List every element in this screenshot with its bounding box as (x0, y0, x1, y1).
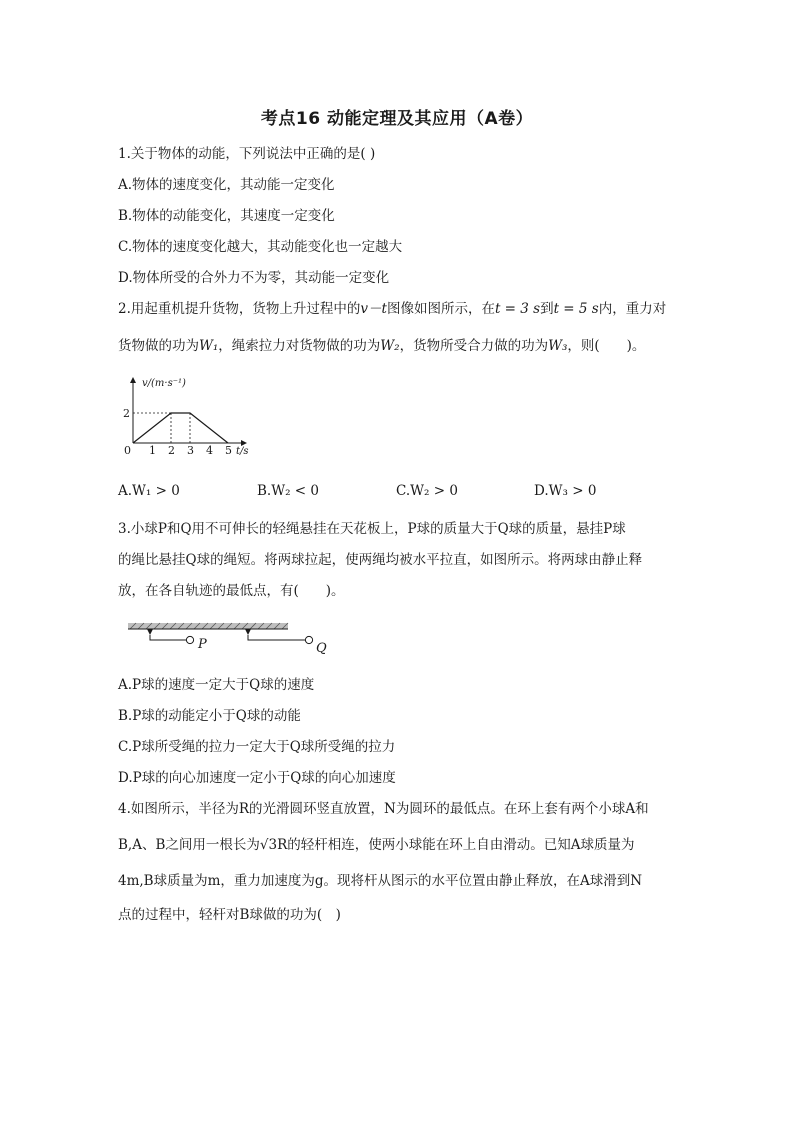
q2-text: 到 (540, 301, 554, 317)
q4-stem-line2: B,A、B之间用一根长为√3R的轻杆相连，使两小球能在环上自由滑动。已知A球质量为 (118, 837, 635, 853)
label-p: P (198, 637, 207, 652)
q3-option-b: B.P球的动能定小于Q球的动能 (118, 708, 301, 724)
q2-option-c: C.W₂ > 0 (396, 483, 458, 499)
x-axis-label: t/s (236, 446, 249, 457)
q2-math: W₁ (199, 338, 219, 354)
q2-text: 2.用起重机提升货物，货物上升过程中的 (118, 301, 361, 317)
q1-option-c: C.物体的速度变化越大，其动能变化也一定越大 (118, 239, 403, 255)
origin-label: 0 (124, 444, 131, 457)
vt-graph (116, 372, 266, 460)
y-tick-label: 2 (123, 407, 130, 420)
x-tick-label: 5 (225, 444, 232, 457)
q2-text: 内，重力对 (598, 301, 667, 317)
pendulum-figure (126, 615, 336, 660)
velocity-line (133, 413, 228, 443)
q2-text: ，货物所受合力做的功为 (399, 338, 549, 354)
pivot-q (245, 629, 251, 635)
q1-option-b: B.物体的动能变化，其速度一定变化 (118, 208, 335, 224)
q2-math: t = 5 s (553, 301, 599, 317)
x-tick-label: 3 (187, 444, 194, 457)
string-q (248, 635, 305, 640)
q2-text: 图像如图所示，在 (386, 301, 495, 317)
q2-option-b: B.W₂ < 0 (257, 483, 319, 499)
q2-option-a: A.W₁ > 0 (118, 483, 180, 499)
q2-text: ，则( )。 (567, 338, 646, 354)
x-tick-label: 4 (206, 444, 213, 457)
q1-option-a: A.物体的速度变化，其动能一定变化 (118, 177, 335, 193)
q3-stem-line3: 放，在各自轨迹的最低点，有( )。 (118, 583, 345, 599)
q3-option-a: A.P球的速度一定大于Q球的速度 (118, 677, 315, 693)
q2-text: 货物做的功为 (118, 338, 199, 354)
q3-option-d: D.P球的向心加速度一定小于Q球的向心加速度 (118, 770, 396, 786)
q2-text: ，绳索拉力对货物做的功为 (218, 338, 381, 354)
ceiling (128, 623, 288, 629)
string-p (150, 635, 186, 640)
q2-stem-line1 (118, 300, 666, 318)
x-tick-label: 1 (149, 444, 156, 457)
label-q: Q (316, 641, 327, 656)
ball-p (186, 636, 193, 643)
q3-option-c: C.P球所受绳的拉力一定大于Q球所受绳的拉力 (118, 739, 396, 755)
q4-stem-line4: 点的过程中，轻杆对B球做的功为( ) (118, 907, 341, 923)
q2-math: t = 3 s (494, 301, 541, 317)
y-axis-label: v/(m·s⁻¹) (142, 378, 186, 389)
q2-stem-line2 (118, 337, 645, 355)
q4-stem-line1: 4.如图所示，半径为R的光滑圆环竖直放置，N为圆环的最低点。在环上套有两个小球A和 (118, 801, 649, 817)
q2-math: W₂ (380, 338, 400, 354)
ball-q (305, 636, 312, 643)
q2-math: W₃ (548, 338, 568, 354)
q4-stem-line3: 4m,B球质量为m，重力加速度为g。现将杆从图示的水平位置由静止释放，在A球滑到N (118, 873, 643, 889)
q3-stem-line1: 3.小球P和Q用不可伸长的轻绳悬挂在天花板上，P球的质量大于Q球的质量，悬挂P球 (118, 521, 626, 537)
q1-option-d: D.物体所受的合外力不为零，其动能一定变化 (118, 270, 390, 286)
page-title: 考点16 动能定理及其应用（A卷） (260, 109, 534, 129)
q2-math: v－t (360, 301, 387, 317)
q1-stem: 1.关于物体的动能，下列说法中正确的是( ) (118, 146, 376, 162)
x-tick-label: 2 (168, 444, 175, 457)
pivot-p (147, 629, 153, 635)
q2-option-d: D.W₃ > 0 (534, 483, 597, 499)
q3-stem-line2: 的绳比悬挂Q球的绳短。将两球拉起，使两绳均被水平拉直，如图所示。将两球由静止释 (118, 552, 643, 568)
